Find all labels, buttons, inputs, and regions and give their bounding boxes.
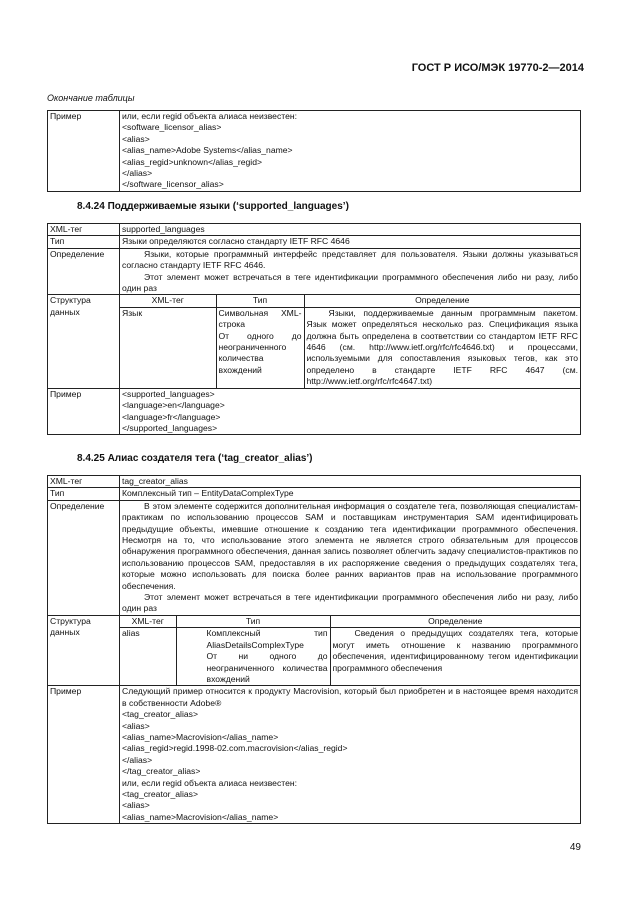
code-line: <language>en</language> (122, 400, 225, 411)
inner-structure-table (120, 295, 580, 387)
code-line: <alias> (122, 800, 150, 811)
table-row (48, 111, 581, 192)
structure-cell (120, 295, 581, 388)
inner-definition: Языки, поддерживаемые данным программным пакетом. Язык может определяться несколько раз. Спецификация языка должна быть определена в соответствии со стандартом IETF RFC 4646 (см. http://www.ietf.org/rfc/rfc4646.txt) и процессами, используемыми для сопоставления языковых тегов, как это определено в стандарте IETF RFC 4647 (см. http://www.ietf.org/rfc/rfc4647.txt) (304, 307, 580, 387)
row-label: Структура данных (48, 295, 120, 388)
code-line: </alias> (122, 168, 153, 179)
row-label: Тип (48, 488, 120, 500)
definition-paragraph: Этот элемент может встречаться в теге идентификации программного обеспечения либо ни разу, либо один раз (122, 271, 578, 294)
inner-type: Комплексный тип AliasDetailsComplexType От ни одного до неограниченного количества вхождений (176, 628, 330, 686)
inner-header: Тип (216, 295, 304, 307)
example-code (120, 111, 581, 192)
code-line: <alias_name>Macrovision</alias_name> (122, 811, 279, 822)
code-line: </alias> (122, 754, 153, 765)
code-line: <alias_regid>unknown</alias_regid> (122, 156, 262, 167)
table-row (48, 615, 581, 685)
code-line: <alias_name>Macrovision</alias_name> (122, 731, 279, 742)
table-row (48, 248, 581, 295)
code-line: <software_licensor_alias> (122, 122, 222, 133)
inner-definition: Сведения о предыдущих создателях тега, которые могут иметь отношение к названию программного обеспечения, идентифицированному тегом идентификации программного обеспечения (330, 628, 580, 686)
example-code (120, 686, 581, 824)
code-line: <supported_languages> (122, 388, 215, 399)
row-label: Тип (48, 236, 120, 248)
row-label: Пример (48, 686, 120, 824)
code-line: или, если regid объекта алиаса неизвестен: (122, 777, 297, 788)
row-label: Определение (48, 248, 120, 295)
definition-value (120, 248, 581, 295)
table-row (48, 500, 581, 615)
code-line: </software_licensor_alias> (122, 179, 224, 190)
code-line: <alias> (122, 133, 150, 144)
table-continuation (47, 110, 581, 192)
row-label: XML-тег (48, 224, 120, 236)
inner-header: XML-тег (120, 616, 176, 628)
code-line: <alias> (122, 720, 150, 731)
table-row (48, 388, 581, 435)
example-code (120, 388, 581, 435)
table-row (48, 295, 581, 388)
type-value: Комплексный тип – EntityDataComplexType (120, 488, 581, 500)
inner-row (120, 307, 580, 387)
xml-tag-value: tag_creator_alias (120, 476, 581, 488)
table-row (48, 476, 581, 488)
section-title-8-4-24: 8.4.24 Поддерживаемые языки (‘supported_languages’) (77, 201, 349, 212)
table-continuation-note: Окончание таблицы (47, 93, 135, 103)
definition-paragraph: В этом элементе содержится дополнительная информация о создателе тега, позволяющая специалистам-практикам по использованию процессов SAM и поставщикам инструментария SAM идентифицировать предыдущие объекты, имевшие отношение к созданию тега идентификации программного обеспечения. Несмотря на то, что использование этого элемента не является строго обязательным для процессов обнаружения программного обеспечения, данная запись позволяет облегчить задачу специалистов-практиков по использованию процессов SAM, предоставляя в их распоряжение сведения о предыдущих создателях тега, которые можно использовать для поиска более ранних вариантов прав на использование программного обеспечения. (122, 500, 578, 591)
row-label: Определение (48, 500, 120, 615)
code-line: </tag_creator_alias> (122, 766, 201, 777)
row-label: Пример (48, 388, 120, 435)
definition-value (120, 500, 581, 615)
inner-type: Символьная XML-строка От одного до неограниченного количества вхождений (216, 307, 304, 387)
section-title-8-4-25: 8.4.25 Алиас создателя тега (‘tag_creator_alias’) (77, 453, 313, 464)
inner-header-row (120, 295, 580, 307)
row-label: XML-тег (48, 476, 120, 488)
definition-paragraph: Этот элемент может встречаться в теге идентификации программного обеспечения либо ни разу, либо один раз (122, 592, 578, 614)
structure-cell (120, 615, 581, 685)
type-value: Языки определяются согласно стандарту IETF RFC 4646 (120, 236, 581, 248)
inner-header: XML-тег (120, 295, 216, 307)
table-row (48, 686, 581, 824)
table-row (48, 488, 581, 500)
code-line: <tag_creator_alias> (122, 788, 198, 799)
inner-header: Определение (304, 295, 580, 307)
code-line: или, если regid объекта алиаса неизвестен: (122, 111, 297, 121)
row-label: Пример (48, 111, 120, 192)
page-number: 49 (569, 842, 581, 853)
code-line: <language>fr</language> (122, 411, 221, 422)
inner-tag: alias (122, 628, 140, 639)
code-line: </supported_languages> (122, 422, 218, 433)
table-row (48, 236, 581, 248)
table-row (48, 224, 581, 236)
inner-header-row (120, 616, 580, 628)
definition-paragraph: Языки, которые программный интерфейс представляет для пользователя. Языки должны указываться согласно стандарту IETF RFC 4646. (122, 248, 578, 271)
code-line: <tag_creator_alias> (122, 709, 198, 720)
inner-header: Определение (330, 616, 580, 628)
inner-header: Тип (176, 616, 330, 628)
inner-tag: Язык (122, 307, 143, 318)
code-line: <alias_name>Adobe Systems</alias_name> (122, 145, 293, 156)
table-tag-creator-alias (47, 475, 581, 824)
example-intro: Следующий пример относится к продукту Macrovision, который был приобретен и в настоящее время находится в собственности Adobe® (122, 686, 578, 708)
code-line: <alias_regid>regid.1998-02.com.macrovision</alias_regid> (122, 743, 348, 754)
table-supported-languages (47, 223, 581, 435)
row-label: Структура данных (48, 615, 120, 685)
inner-row (120, 628, 580, 686)
xml-tag-value: supported_languages (120, 224, 581, 236)
inner-structure-table (120, 616, 580, 685)
document-header: ГОСТ Р ИСО/МЭК 19770-2—2014 (411, 62, 584, 74)
